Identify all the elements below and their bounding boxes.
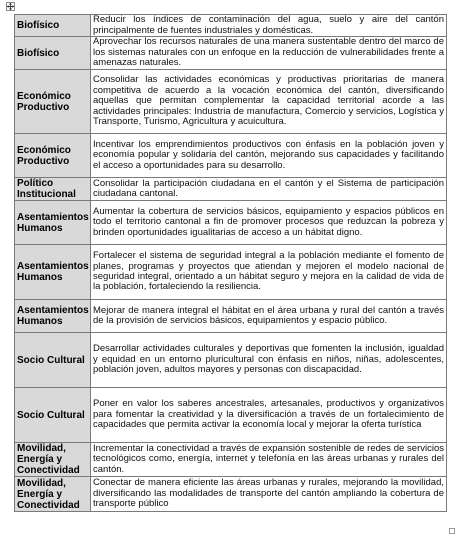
table-move-handle[interactable] xyxy=(6,2,15,11)
table-row xyxy=(15,477,447,512)
objective-cell: Consolidar la participación ciudadana en el cantón y el Sistema de participación ciudadana cantonal. xyxy=(91,178,447,201)
category-cell: Asentamientos Humanos xyxy=(15,300,91,333)
table-row xyxy=(15,37,447,70)
move-arrows-icon xyxy=(7,3,14,10)
objective-cell: Poner en valor los saberes ancestrales, artesanales, productivos y organizativos para fomentar la creatividad y la diversificación a través de un fortalecimiento de capacidades que permita activar la economía local y mejorar la oferta turística xyxy=(91,388,447,443)
category-cell: Político Institucional xyxy=(15,178,91,201)
table-row xyxy=(15,443,447,477)
objective-cell: Reducir los índices de contaminación del agua, suelo y aire del cantón principalmente de fuentes industriales y domésticas. xyxy=(91,15,447,37)
objective-cell: Incrementar la conectividad a través de expansión sostenible de redes de servicios tecnológicos como, energía, internet y telefonía en las áreas urbanas y rurales del cantón. xyxy=(91,443,447,477)
category-cell: Biofísico xyxy=(15,15,91,37)
category-cell: Asentamientos Humanos xyxy=(15,201,91,245)
table-row xyxy=(15,245,447,300)
objective-cell: Consolidar las actividades económicas y productivas prioritarias de manera competitiva de acuerdo a la vocación económica del cantón, diversificando aquellas que permitan complementar la capacidad territorial acorde a las actividades principales: Industria de manufactura, Comercio y servicios, Logística y Transporte, Turismo, Agricultura y acuicultura. xyxy=(91,70,447,134)
table-row xyxy=(15,134,447,178)
category-cell: Económico Productivo xyxy=(15,134,91,178)
category-cell: Movilidad, Energía y Conectividad xyxy=(15,477,91,512)
category-cell: Económico Productivo xyxy=(15,70,91,134)
objective-cell: Aprovechar los recursos naturales de una manera sustentable dentro del marco de los sistemas naturales con un enfoque en la reducción de vulnerabilidades frente a amenazas naturales. xyxy=(91,37,447,70)
objectives-table xyxy=(14,14,447,512)
objective-cell: Aumentar la cobertura de servicios básicos, equipamiento y espacios públicos en todo el territorio cantonal a fin de promover procesos que reduzcan la pobreza y brinden oportunidades igualitarias de acceso a un hábitat digno. xyxy=(91,201,447,245)
category-cell: Socio Cultural xyxy=(15,388,91,443)
objective-cell: Fortalecer el sistema de seguridad integral a la población mediante el fomento de planes, programas y proyectos que atiendan y mejoren el modelo nacional de seguridad integral, orientado a un hábitat seguro y mejora en la calidad de vida de la población, fortaleciendo la resiliencia. xyxy=(91,245,447,300)
category-cell: Socio Cultural xyxy=(15,333,91,388)
table-row xyxy=(15,300,447,333)
category-cell: Asentamientos Humanos xyxy=(15,245,91,300)
table-resize-handle[interactable] xyxy=(449,528,455,534)
objective-cell: Incentivar los emprendimientos productivos con énfasis en la población joven y economía popular y solidaria del cantón, mejorando sus capacidades y facilitando el acceso a oportunidades para su desarrollo. xyxy=(91,134,447,178)
table-row xyxy=(15,201,447,245)
category-cell: Movilidad, Energía y Conectividad xyxy=(15,443,91,477)
objective-cell: Desarrollar actividades culturales y deportivas que fomenten la inclusión, igualdad y equidad en un entorno pluricultural con énfasis en niños, niñas, adolescentes, población joven, adultos mayores y personas con discapacidad. xyxy=(91,333,447,388)
objective-cell: Conectar de manera eficiente las áreas urbanas y rurales, mejorando la movilidad, diversificando las modalidades de transporte del cantón ampliando la cobertura de transporte público xyxy=(91,477,447,512)
category-cell: Biofísico xyxy=(15,37,91,70)
table-row xyxy=(15,388,447,443)
table-row xyxy=(15,15,447,37)
objective-cell: Mejorar de manera integral el hábitat en el área urbana y rural del cantón a través de la provisión de servicios básicos, equipamientos y espacio público. xyxy=(91,300,447,333)
table-row xyxy=(15,333,447,388)
table-row xyxy=(15,178,447,201)
table-row xyxy=(15,70,447,134)
